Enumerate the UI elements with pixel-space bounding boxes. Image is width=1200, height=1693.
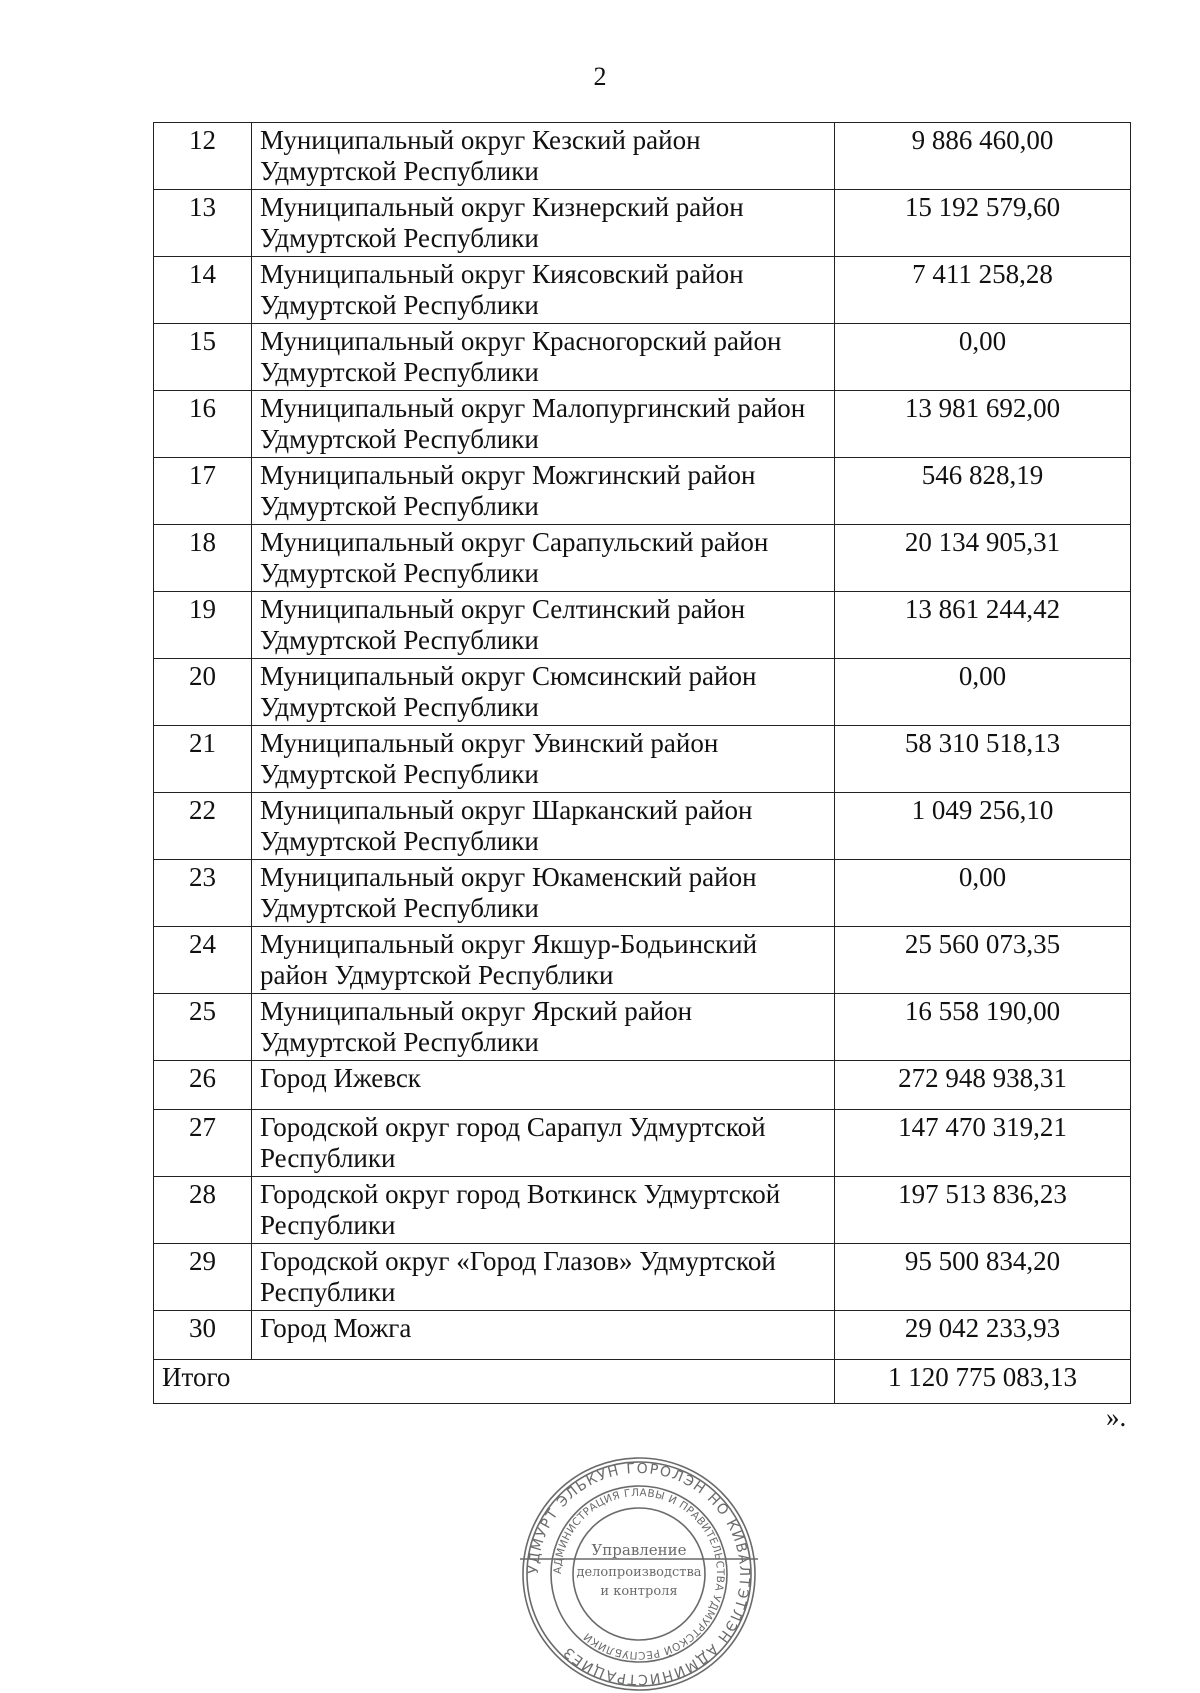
municipality-name: Муниципальный округ Якшур-Бодьинский район Удмуртской Республики (252, 927, 835, 994)
row-number: 19 (154, 592, 252, 659)
table-row (154, 994, 1131, 1061)
table-row (154, 1244, 1131, 1311)
table-row (154, 1177, 1131, 1244)
table-row (154, 1061, 1131, 1110)
table-row (154, 860, 1131, 927)
municipality-name: Муниципальный округ Можгинский район Удмуртской Республики (252, 458, 835, 525)
row-number: 30 (154, 1311, 252, 1360)
amount: 1 049 256,10 (835, 793, 1131, 860)
funding-table (153, 122, 1131, 1404)
amount: 147 470 319,21 (835, 1110, 1131, 1177)
amount: 7 411 258,28 (835, 257, 1131, 324)
row-number: 24 (154, 927, 252, 994)
amount: 0,00 (835, 324, 1131, 391)
municipality-name: Муниципальный округ Шарканский район Удмуртской Республики (252, 793, 835, 860)
row-number: 20 (154, 659, 252, 726)
table-row (154, 1110, 1131, 1177)
table-row (154, 592, 1131, 659)
row-number: 22 (154, 793, 252, 860)
official-seal-stamp (520, 1455, 758, 1693)
row-number: 13 (154, 190, 252, 257)
amount: 16 558 190,00 (835, 994, 1131, 1061)
table-row (154, 123, 1131, 190)
amount: 15 192 579,60 (835, 190, 1131, 257)
amount: 0,00 (835, 659, 1131, 726)
row-number: 12 (154, 123, 252, 190)
municipality-name: Муниципальный округ Ярский район Удмуртской Республики (252, 994, 835, 1061)
table-row (154, 190, 1131, 257)
row-number: 21 (154, 726, 252, 793)
municipality-name: Городской округ город Сарапул Удмуртской Республики (252, 1110, 835, 1177)
municipality-name: Городской округ город Воткинск Удмуртской Республики (252, 1177, 835, 1244)
municipality-name: Город Можга (252, 1311, 835, 1360)
amount: 197 513 836,23 (835, 1177, 1131, 1244)
row-number: 15 (154, 324, 252, 391)
amount: 9 886 460,00 (835, 123, 1131, 190)
amount: 20 134 905,31 (835, 525, 1131, 592)
municipality-name: Муниципальный округ Малопургинский район Удмуртской Республики (252, 391, 835, 458)
municipality-name: Муниципальный округ Кизнерский район Удмуртской Республики (252, 190, 835, 257)
total-row (154, 1360, 1131, 1404)
municipality-name: Муниципальный округ Киясовский район Удмуртской Республики (252, 257, 835, 324)
seal-center-line-3: и контроля (600, 1584, 678, 1599)
total-sum: 1 120 775 083,13 (835, 1360, 1131, 1404)
amount: 13 861 244,42 (835, 592, 1131, 659)
municipality-name: Городской округ «Город Глазов» Удмуртской Республики (252, 1244, 835, 1311)
seal-center-line-1: Управление (591, 1541, 687, 1559)
seal-inner-text: АДМИНИСТРАЦИЯ ГЛАВЫ И ПРАВИТЕЛЬСТВА УДМУРТСКОЙ РЕСПУБЛИКИ (551, 1486, 727, 1662)
table-row (154, 659, 1131, 726)
table-row (154, 793, 1131, 860)
seal-center-line-2: делопроизводства (576, 1565, 702, 1580)
row-number: 17 (154, 458, 252, 525)
amount: 25 560 073,35 (835, 927, 1131, 994)
table-row (154, 726, 1131, 793)
municipality-name: Муниципальный округ Кезский район Удмуртской Республики (252, 123, 835, 190)
municipality-name: Муниципальный округ Красногорский район Удмуртской Республики (252, 324, 835, 391)
row-number: 16 (154, 391, 252, 458)
table-row (154, 525, 1131, 592)
row-number: 27 (154, 1110, 252, 1177)
amount: 0,00 (835, 860, 1131, 927)
row-number: 26 (154, 1061, 252, 1110)
amount: 13 981 692,00 (835, 391, 1131, 458)
seal-outer-text: УДМУРТ ЭЛЬКУН ГОРОЛЭН НО КИВАЛТЭТЛЭН АДМИНИСТРАЦИЕЗ (525, 1460, 753, 1688)
row-number: 14 (154, 257, 252, 324)
amount: 95 500 834,20 (835, 1244, 1131, 1311)
municipality-name: Муниципальный округ Увинский район Удмуртской Республики (252, 726, 835, 793)
amount: 58 310 518,13 (835, 726, 1131, 793)
municipality-name: Муниципальный округ Селтинский район Удмуртской Республики (252, 592, 835, 659)
municipality-name: Город Ижевск (252, 1061, 835, 1110)
row-number: 29 (154, 1244, 252, 1311)
total-label: Итого (154, 1360, 835, 1404)
row-number: 23 (154, 860, 252, 927)
amount: 272 948 938,31 (835, 1061, 1131, 1110)
municipality-name: Муниципальный округ Сарапульский район Удмуртской Республики (252, 525, 835, 592)
municipality-name: Муниципальный округ Юкаменский район Удмуртской Республики (252, 860, 835, 927)
page-number: 2 (593, 62, 607, 91)
table-row (154, 257, 1131, 324)
row-number: 25 (154, 994, 252, 1061)
amount: 546 828,19 (835, 458, 1131, 525)
row-number: 18 (154, 525, 252, 592)
closing-quote-mark: ». (1106, 1402, 1127, 1432)
municipality-name: Муниципальный округ Сюмсинский район Удмуртской Республики (252, 659, 835, 726)
table-body (154, 123, 1131, 1360)
table-row (154, 927, 1131, 994)
table-row (154, 324, 1131, 391)
amount: 29 042 233,93 (835, 1311, 1131, 1360)
table-row (154, 391, 1131, 458)
table-row (154, 1311, 1131, 1360)
table-row (154, 458, 1131, 525)
row-number: 28 (154, 1177, 252, 1244)
